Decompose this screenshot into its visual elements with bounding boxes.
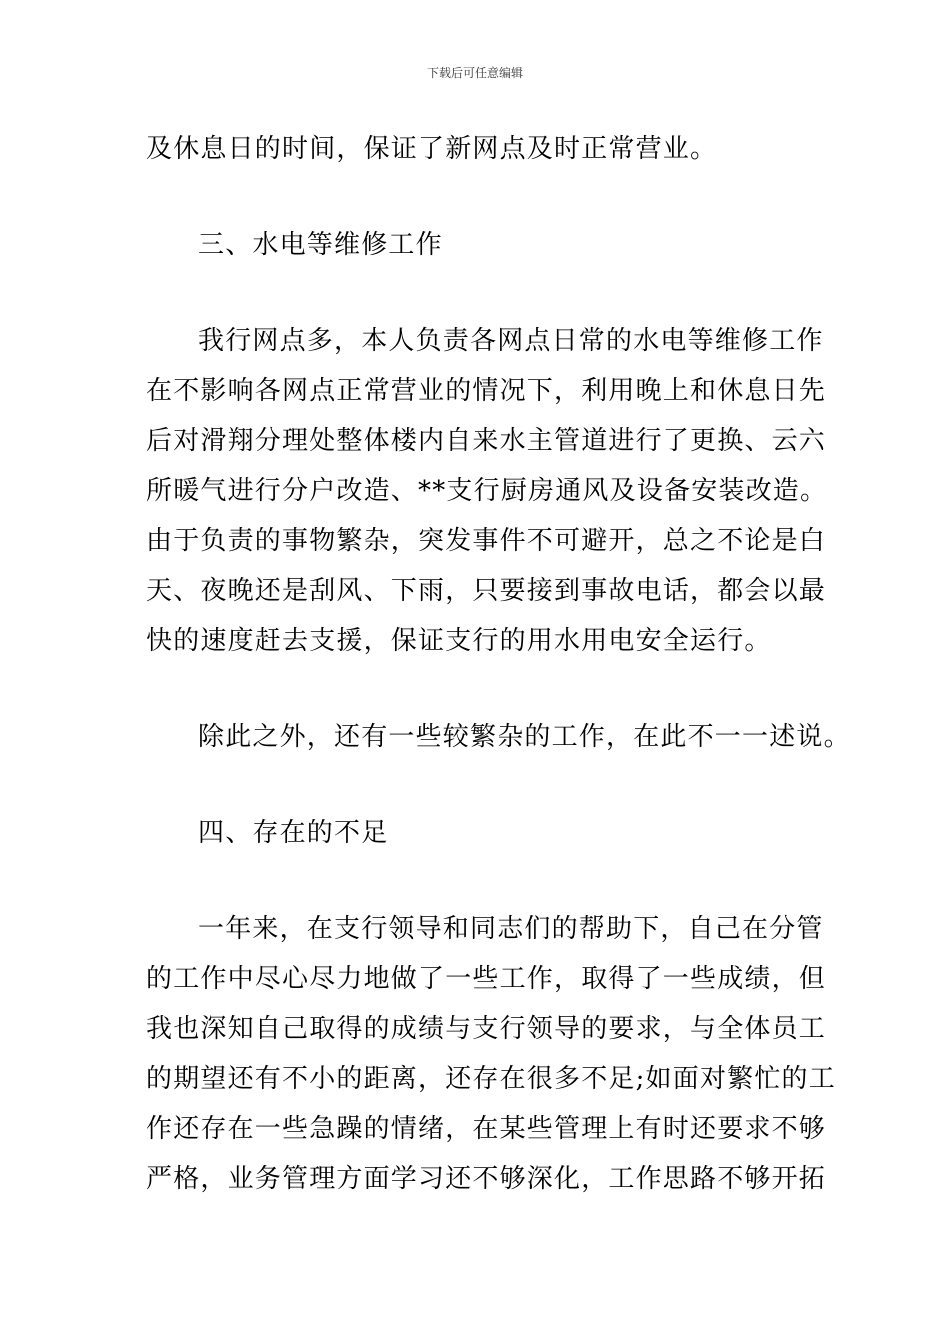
text-line: 的期望还有不小的距离，还存在很多不足;如面对繁忙的工 [146,1064,836,1094]
text-line: 的工作中尽心尽力地做了一些工作，取得了一些成绩，但 [146,964,827,994]
paragraph-maintenance [146,316,828,666]
paragraph-shortcomings [146,904,836,1204]
heading-text: 三、水电等维修工作 [198,230,443,260]
text-line: 快的速度赶去支援，保证支行的用水用电安全运行。 [146,626,772,656]
paragraph-continuation [146,124,810,174]
text-line: 我也深知自己取得的成绩与支行领导的要求，与全体员工 [146,1014,827,1044]
heading-text: 四、存在的不足 [198,818,389,848]
text-line: 天、夜晚还是刮风、下雨，只要接到事故电话，都会以最 [146,576,827,606]
section-heading-four [146,808,810,858]
paragraph-other-work [146,712,851,762]
text-line: 除此之外，还有一些较繁杂的工作，在此不一一述说。 [198,722,851,752]
page-header: 下载后可任意编辑 [426,66,523,80]
text-line: 后对滑翔分理处整体楼内自来水主管道进行了更换、云六 [146,426,827,456]
text-line: 由于负责的事物繁杂，突发事件不可避开，总之不论是白 [146,526,827,556]
text-line: 严格，业务管理方面学习还不够深化，工作思路不够开拓 [146,1164,827,1194]
document-body [146,124,851,1204]
text-line: 所暖气进行分户改造、**支行厨房通风及设备安装改造。 [146,476,828,506]
text-line: 及休息日的时间，保证了新网点及时正常营业。 [146,134,718,164]
text-line: 在不影响各网点正常营业的情况下，利用晚上和休息日先 [146,376,827,406]
text-line: 我行网点多，本人负责各网点日常的水电等维修工作 [198,326,824,356]
section-heading-three [146,220,810,270]
text-line: 一年来，在支行领导和同志们的帮助下，自己在分管 [198,914,824,944]
text-line: 作还存在一些急躁的情绪，在某些管理上有时还要求不够 [146,1114,827,1144]
